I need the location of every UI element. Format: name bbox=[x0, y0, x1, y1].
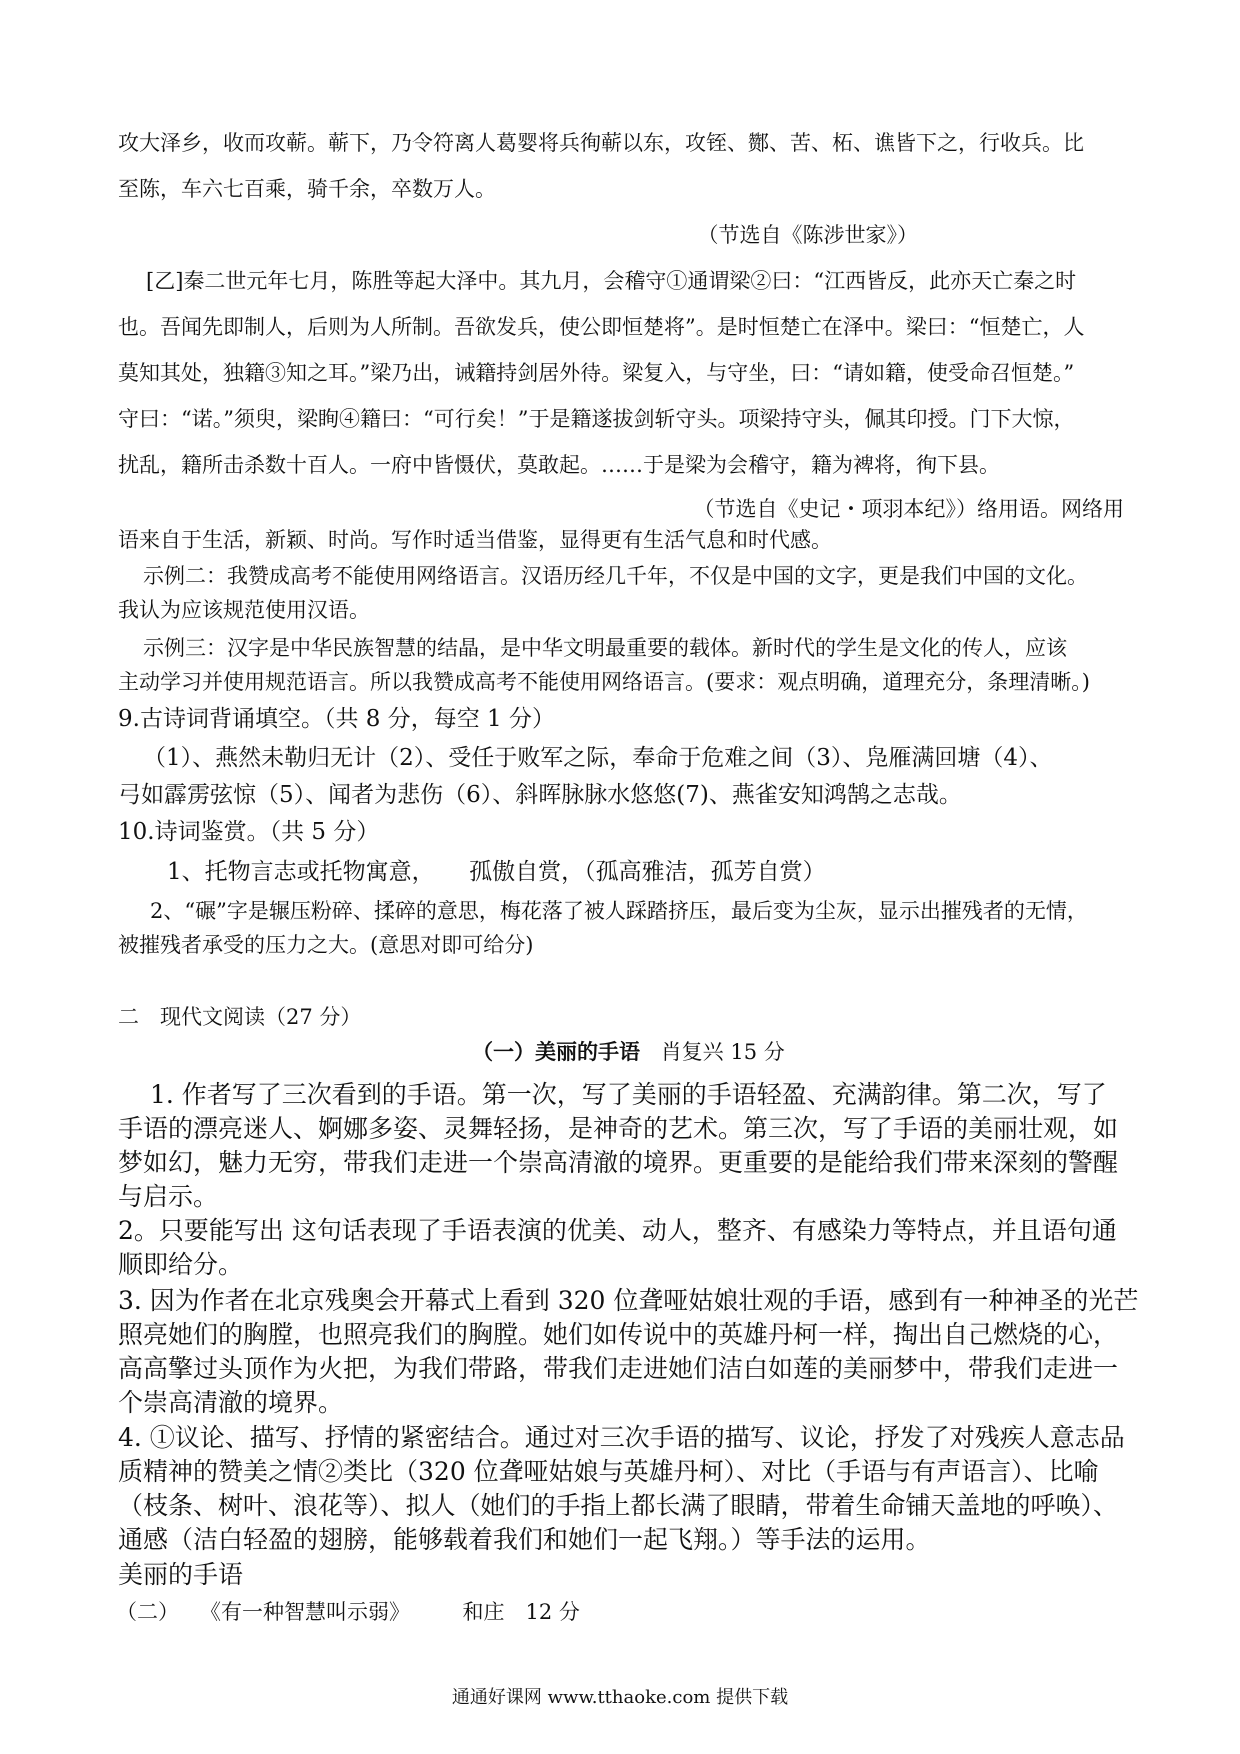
q9-answer-line: 弓如霹雳弦惊（5）、闻者为悲伤（6）、斜晖脉脉水悠悠(7)、燕雀安知鸿鹄之志哉。 bbox=[118, 782, 962, 808]
passage-b-line: 也。吾闻先即制人，后则为人所制。吾欲发兵，使公即恒楚将”。是时恒楚亡在泽中。梁曰：“恒楚亡，人 bbox=[118, 315, 1085, 339]
answer-line: 高高擎过头顶作为火把，为我们带路，带我们走进她们洁白如莲的美丽梦中，带我们走进一 bbox=[118, 1354, 1119, 1383]
page-footer: 通通好课网 www.tthaoke.com 提供下载 bbox=[451, 1687, 789, 1708]
examples-line: 语来自于生活，新颖、时尚。写作时适当借鉴，显得更有生活气息和时代感。 bbox=[118, 528, 832, 552]
passage-b-line: 莫知其处，独籍③知之耳。”梁乃出，诫籍持剑居外待。梁复入，与守坐，曰：“请如籍，使受命召恒楚。” bbox=[118, 361, 1075, 385]
q10-answer-line: 被摧残者承受的压力之大。(意思对即可给分) bbox=[118, 933, 534, 957]
passage-b-line: 扰乱，籍所击杀数十百人。一府中皆慑伏，莫敢起。……于是梁为会稽守，籍为裨将，徇下县。 bbox=[118, 453, 1000, 477]
answer-line: 梦如幻，魅力无穷，带我们走进一个崇高清澈的境界。更重要的是能给我们带来深刻的警醒 bbox=[118, 1148, 1119, 1177]
answer-line: 2。只要能写出 这句话表现了手语表演的优美、动人，整齐、有感染力等特点，并且语句通 bbox=[118, 1216, 1117, 1245]
example-three-cont: 主动学习并使用规范语言。所以我赞成高考不能使用网络语言。(要求：观点明确，道理充分，条理清晰。) bbox=[118, 670, 1090, 694]
q10-answer-line: 1、托物言志或托物寓意， 孤傲自赏，（孤高雅洁，孤芳自赏） bbox=[167, 859, 826, 885]
example-three: 示例三：汉字是中华民族智慧的结晶，是中华文明最重要的载体。新时代的学生是文化的传人，应该 bbox=[143, 636, 1067, 660]
subsection-title-text: （一）美丽的手语 bbox=[472, 1039, 640, 1064]
passage-a-line: 至陈，车六七百乘，骑千余，卒数万人。 bbox=[118, 177, 496, 201]
subsection-author: 肖复兴 15 分 bbox=[660, 1040, 785, 1064]
q9-title: 9.古诗词背诵填空。（共 8 分，每空 1 分） bbox=[118, 706, 555, 732]
q10-title: 10.诗词鉴赏。（共 5 分） bbox=[118, 819, 380, 845]
answer-line: （枝条、树叶、浪花等）、拟人（她们的手指上都长满了眼睛，带着生命铺天盖地的呼唤）、 bbox=[118, 1491, 1119, 1520]
tail-title: 美丽的手语 bbox=[118, 1560, 244, 1589]
q10-answer-line: 2、“碾”字是辗压粉碎、揉碎的意思，梅花落了被人踩踏挤压，最后变为尘灰，显示出摧残者的无情， bbox=[150, 899, 1088, 923]
section-heading: 二 现代文阅读（27 分） bbox=[118, 1005, 362, 1029]
answer-line: 个崇高清澈的境界。 bbox=[118, 1388, 344, 1417]
passage-a-line: 攻大泽乡，收而攻蕲。蕲下，乃令符离人葛婴将兵徇蕲以东，攻铚、酂、苦、柘、谯皆下之，行收兵。比 bbox=[118, 131, 1084, 155]
example-two-cont: 我认为应该规范使用汉语。 bbox=[118, 598, 370, 622]
answer-line: 4. ①议论、描写、抒情的紧密结合。通过对三次手语的描写、议论，抒发了对残疾人意志品 bbox=[118, 1423, 1125, 1452]
subsection-two: （二） 《有一种智慧叫示弱》 和庄 12 分 bbox=[116, 1600, 580, 1624]
q9-answer-line: （1）、燕然未勒归无计（2）、受任于败军之际，奉命于危难之间（3）、凫雁满回塘（4）、 bbox=[143, 745, 1053, 771]
example-two: 示例二：我赞成高考不能使用网络语言。汉语历经几千年，不仅是中国的文字，更是我们中国的文化。 bbox=[143, 564, 1088, 588]
answer-line: 1. 作者写了三次看到的手语。第一次，写了美丽的手语轻盈、充满韵律。第二次，写了 bbox=[150, 1080, 1107, 1109]
answer-line: 质精神的赞美之情②类比（320 位聋哑姑娘与英雄丹柯）、对比（手语与有声语言）、比喻 bbox=[118, 1457, 1099, 1486]
answer-line: 顺即给分。 bbox=[118, 1250, 244, 1279]
subsection-title bbox=[472, 1036, 785, 1066]
passage-b-line: 守曰：“诺。”须臾，梁眴④籍曰：“可行矣！”于是籍遂拔剑斩守头。项梁持守头，佩其印授。门下大惊， bbox=[118, 407, 1075, 431]
passage-b-line: [乙]秦二世元年七月，陈胜等起大泽中。其九月，会稽守①通谓梁②曰：“江西皆反，此亦天亡秦之时 bbox=[146, 269, 1077, 293]
passage-a-source: （节选自《陈涉世家》） bbox=[697, 223, 918, 247]
answer-line: 与启示。 bbox=[118, 1182, 219, 1211]
passage-b-source: （节选自《史记・项羽本纪》）络用语。网络用 bbox=[693, 497, 1124, 521]
answer-line: 通感（洁白轻盈的翅膀，能够载着我们和她们一起飞翔。）等手法的运用。 bbox=[118, 1525, 931, 1554]
answer-line: 3. 因为作者在北京残奥会开幕式上看到 320 位聋哑姑娘壮观的手语，感到有一种神圣的光芒 bbox=[118, 1286, 1139, 1315]
answer-line: 手语的漂亮迷人、婀娜多姿、灵舞轻扬，是神奇的艺术。第三次，写了手语的美丽壮观，如 bbox=[118, 1114, 1119, 1143]
answer-line: 照亮她们的胸膛，也照亮我们的胸膛。她们如传说中的英雄丹柯一样，掏出自己燃烧的心， bbox=[118, 1320, 1119, 1349]
